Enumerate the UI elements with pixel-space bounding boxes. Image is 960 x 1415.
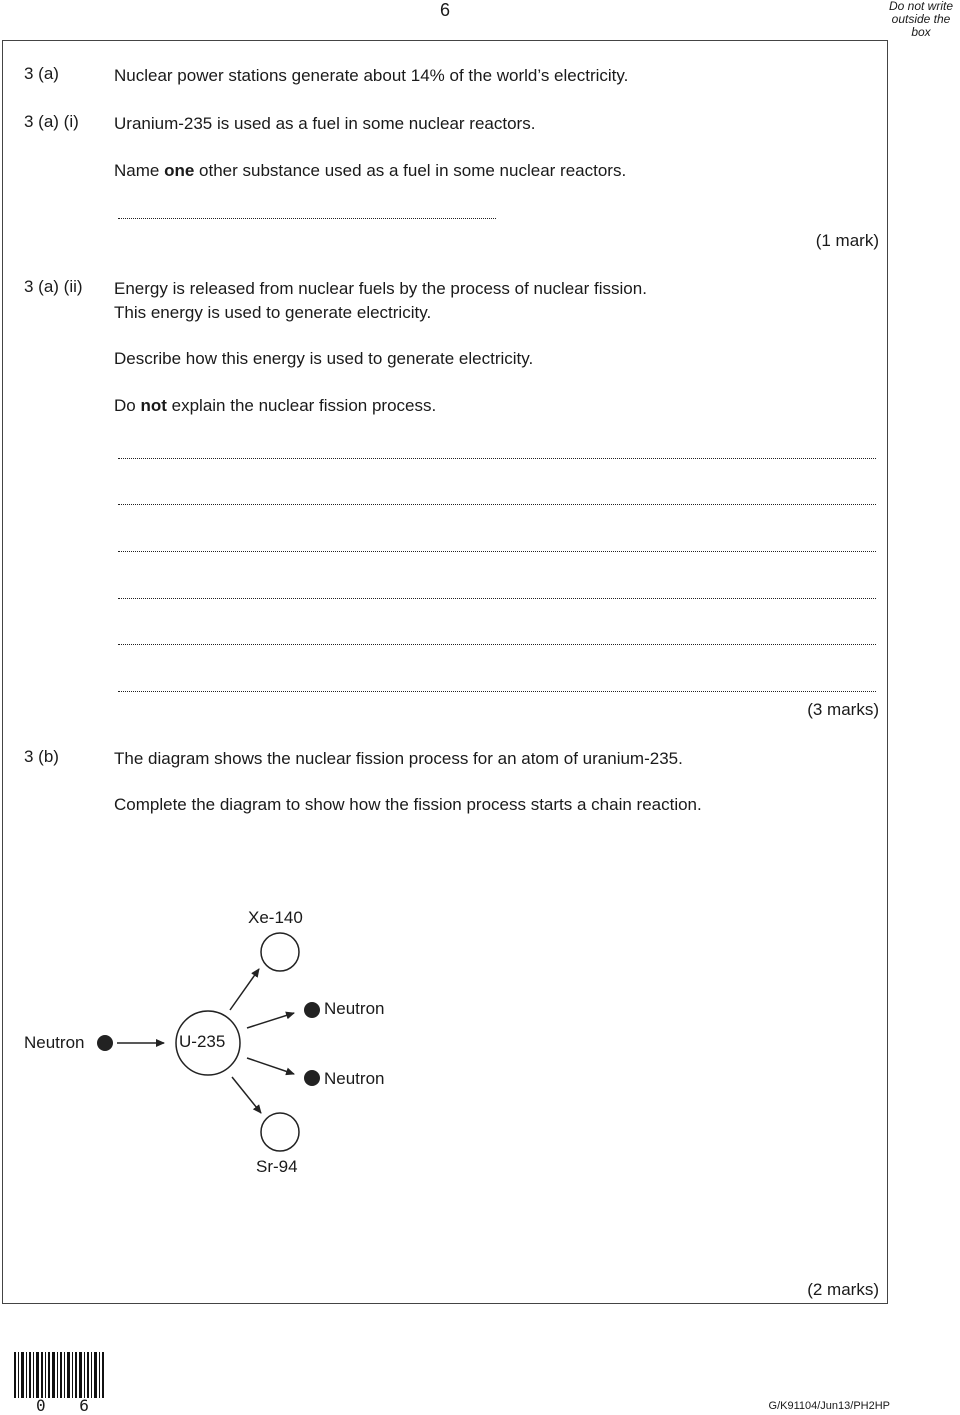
emitted-neutron-2-label: Neutron [324, 1069, 385, 1088]
emitted-neutron-2-dot [304, 1070, 320, 1086]
question-3a-label: 3 (a) [24, 64, 59, 83]
reference-code: G/K91104/Jun13/PH2HP [768, 1400, 890, 1412]
question-3aii-line-1: Energy is released from nuclear fuels by the process of nuclear fission. [114, 279, 647, 298]
question-3a-text: Nuclear power stations generate about 14% of the world’s electricity. [114, 66, 629, 85]
arrow-to-neutron-2 [247, 1058, 294, 1074]
prompt-part: other substance used as a fuel in some nuclear reactors. [194, 161, 627, 180]
question-3b-label: 3 (b) [24, 747, 59, 766]
arrow-to-sr94 [232, 1077, 261, 1113]
sr94-label: Sr-94 [256, 1157, 298, 1176]
barcode [14, 1352, 106, 1398]
margin-note-line-3: box [911, 25, 931, 39]
xe140-nucleus [261, 933, 299, 971]
note-part: explain the nuclear fission process. [166, 396, 437, 415]
marks-3aii: (3 marks) [807, 700, 879, 719]
question-3b-line-1: The diagram shows the nuclear fission process for an atom of uranium-235. [114, 749, 683, 768]
emitted-neutron-1-label: Neutron [324, 999, 385, 1018]
barcode-digits: 0 6 [36, 1396, 101, 1415]
prompt-part: Name [114, 161, 165, 180]
arrow-to-xe140 [230, 969, 259, 1010]
question-3aii-label: 3 (a) (ii) [24, 277, 83, 296]
emitted-neutron-1-dot [304, 1002, 320, 1018]
u235-label: U-235 [179, 1032, 226, 1051]
xe140-label: Xe-140 [248, 908, 303, 927]
incoming-neutron-label: Neutron [24, 1033, 85, 1052]
prompt-emphasis: one [164, 161, 195, 180]
note-part: Do [114, 396, 141, 415]
arrow-to-neutron-1 [247, 1013, 294, 1028]
marks-3b: (2 marks) [807, 1280, 879, 1299]
question-3aii-prompt: Describe how this energy is used to generate electricity. [114, 349, 534, 368]
question-3b-line-2: Complete the diagram to show how the fission process starts a chain reaction. [114, 795, 702, 814]
marks-3ai: (1 mark) [815, 231, 879, 250]
margin-note-line-1: Do not write [888, 0, 954, 13]
question-3ai-text: Uranium-235 is used as a fuel in some nuclear reactors. [114, 114, 536, 133]
incoming-neutron-dot [97, 1035, 113, 1051]
sr94-nucleus [261, 1113, 299, 1151]
question-3ai-label: 3 (a) (i) [24, 112, 79, 131]
margin-note-line-2: outside the [891, 12, 951, 26]
page-number: 6 [439, 0, 450, 20]
question-3aii-line-2: This energy is used to generate electricity. [114, 303, 432, 322]
note-emphasis: not [140, 396, 167, 415]
